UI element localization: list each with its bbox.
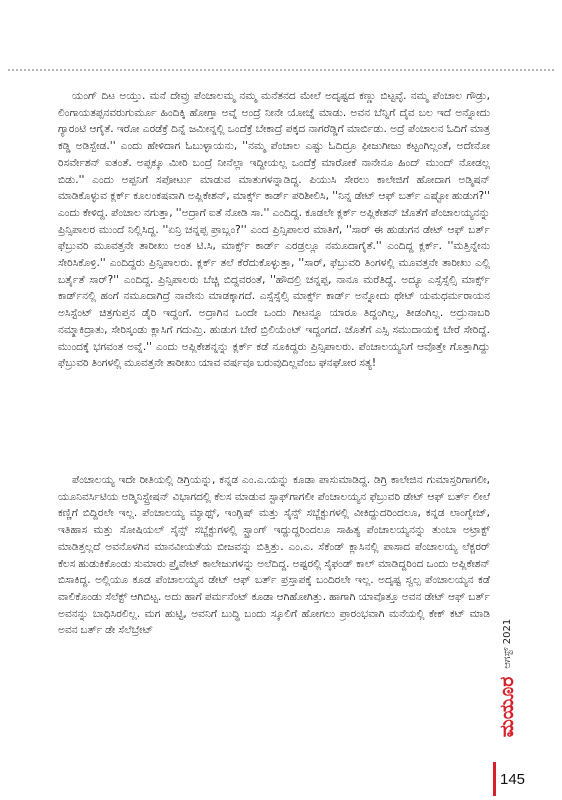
page-number: 145 — [500, 771, 526, 788]
body-paragraph-2: ಪೆಂಚಾಲಯ್ಯ ಇದೇ ರೀತಿಯಲ್ಲಿ ಡಿಗ್ರಿಯನ್ನು, ಕನ್ನಡ ಎಂ.ಎ.ಯನ್ನು ಕೂಡಾ ಪಾಸುಮಾಡಿದ್ದ. ಡಿಗ್ರಿ ಕಾಲೇಜಿನ ಗುಮಾಸ್ತರಿಗಾಗಲೀ, ಯೂನಿವರ್ಸಿಟಿಯ ಅಡ್ಮಿನಿಸ್ಟ್ರೇಷನ್ ವಿಭಾಗದಲ್ಲಿ ಕೆಲಸ ಮಾಡುವ ಸ್ಟಾಫ್‌ಗಾಗಲೀ ಪೆಂಚಾಲಯ್ಯನ ಫೆಬ್ರುವರಿ ಡೇಟ್ ಆಫ್ ಬರ್ತ್ ಲೀಲೆ ಕಣ್ಣಿಗೆ ಬಿದ್ದಿರಲೇ ಇಲ್ಲ. ಪೆಂಚಾಲಯ್ಯ ಮ್ಯಾಥ್ಸ್, ಇಂಗ್ಲಿಷ್ ಮತ್ತು ಸೈನ್ಸ್ ಸಬ್ಜೆಕ್ಟುಗಳಲ್ಲಿ ವೀಕಿದ್ದುದರಿಂದಲೂ, ಕನ್ನಡ ಲಾಂಗ್ವೇಜ್, ಇತಿಹಾಸ ಮತ್ತು ಸೋಷಿಯಲ್ ಸೈನ್ಸ್ ಸಬ್ಜೆಕ್ಟುಗಳಲ್ಲಿ ಸ್ಟ್ರಾಂಗ್ ಇದ್ದುದ್ದರಿಂದಲೂ ಸಾಹಿತ್ಯ ಪೆಂಚಾಲಯ್ಯನನ್ನು ತುಂಬಾ ಅಟ್ರಾಕ್ಟ್ ಮಾಡಿತ್ತಲ್ಲದೆ ಅವನೊಳಗಿನ ಮಾನವೀಯತೆಯ ಬೀಜವನ್ನು ಬಿತ್ತಿತ್ತು. ಎಂ.ಎ. ಸೆಕೆಂಡ್ ಕ್ಲಾಸಿನಲ್ಲಿ ಪಾಸಾದ ಪೆಂಚಾಲಯ್ಯ ಲೆಕ್ಚರರ್ ಕೆಲಸ ಹುಡುಕಿಕೊಂಡು ಸುಮಾರು ಪ್ರೈವೇಟ್ ಕಾಲೇಜುಗಳನ್ನು ಅಲೆದಿದ್ದ. ಅಷ್ಟರಲ್ಲಿ ಸೈಫಂಡ್ ಕಾಲ್ ಮಾಡಿದ್ದರಿಂದ ಒಂದು ಅಪ್ಲಿಕೇಶನ್ ಬಿಸಾಕಿದ್ದ. ಅಲ್ಲಿಯೂ ಕೂಡ ಪೆಂಚಾಲಯ್ಯನ ಡೇಟ್ ಆಫ್ ಬರ್ತ್ ಪ್ರಸ್ತಾಪಕ್ಕೆ ಬಂದಿರಲೇ ಇಲ್ಲ. ಅದೃಷ್ಟ ಸ್ವಲ್ಪ ಪೆಂಚಾಲಯ್ಯನ ಕಡೆ ವಾಲಿಕೊಂಡು ಸೆಲೆಕ್ಟ್ ಆಗಿಬಿಟ್ಟ. ಅದು ಹಾಗೆ ಪರ್ಮನೆಂಟ್ ಕೂಡಾ ಆಗಿಹೋಗಿತ್ತು. ಹಾಗಾಗಿ ಯಾವೊತ್ತೂ ಅವನ ಡೇಟ್ ಆಫ್ ಬರ್ತ್ ಅವನನ್ನು ಬಾಧಿಸಿರಲಿಲ್ಲ. ಮಗ ಹುಟ್ಟಿ, ಅವನಿಗೆ ಬುದ್ಧಿ ಬಂದು ಸ್ಕೂಲಿಗೆ ಹೋಗಲು ಪ್ರಾರಂಭವಾಗಿ ಮನೆಯಲ್ಲಿ ಕೇಕ್ ಕಟ್ ಮಾಡಿ ಅವನ ಬರ್ತ್ ಡೇ ಸೆಲೆಬ್ರೇಟ್ — [58, 474, 490, 637]
page-number-accent-bar — [493, 762, 496, 796]
top-dotted-rule — [8, 69, 554, 71]
side-running-head — [497, 598, 517, 758]
magazine-logo: ಮಯೂರ — [496, 676, 518, 738]
body-paragraph-1: ಯಂಗ್ ದಿಟ ಅಯ್ತು. ಮನೆ ದೇವ್ರು ಪೆಂಚಾಲಮ್ಮ ನಮ್ಮ ಮನೆತನದ ಮೇಲೆ ಅದೃಷ್ಟದ ಕಣ್ಣು ಬಿಟ್ಟವ್ಳೆ. ನಮ್ಮ ಪೆಂಚಾಲ ಗೌಡ್ರು, ಲಿಂಗಾಯತಪ್ಪನವರುಗುರ್ಮೂ ಹಿಂದಿಕ್ಕಿ ಹೋಗ್ತಾ ಅವ್ನೆ ಅಂದ್ರೆ ನೀನೇ ಯೋಚ್ನೆ ಮಾಡು. ಅವನ ಬೆನ್ನಿಗೆ ದೈವ ಬಲ ಇದೆ ಅನ್ನೋದು ಗ್ಯಾರಂಟಿ ಆಗೈತೆ. ಇರೋ ಎರಡೆಕ್ರೆ ದಿನ್ನೆ ಜಮೀನ್ನಲ್ಲಿ ಒಂದೆಕ್ರೆ ಬೇಕಾದ್ರೆ ಪಕ್ಕದ ನಾಗರೆಡ್ಡಿಗೆ ಮಾರ್ಬಿಡು. ಅದ್ರೆ ಪೆಂಚಾಲನ ಓದಿಗೆ ಮಾತ್ರ ಕಡ್ಡಿ ಅಡಿಸ್ಬೇಡ.'' ಎಂದು ಹೇಳಿದಾಗ ಓಬುಳ್ಳಾಯನು, ''ನಮ್ಮ ಪೆಂಚಾಲ ಎಷ್ಟು ಓದಿದ್ರೂ ಫೀಜುಗೀಜು ಕಟ್ಟಂಗಿಲ್ಲಂತೆ, ಅದೇನೋ ರಿಸರ್ವೇಶನ್ ಐತಂತೆ. ಅಪ್ಪಕ್ಕೂ ಮೀರಿ ಬಂದ್ರೆ ನೀನೆಲ್ಲಾ ಇದ್ದೀಯಲ್ಲ ಒಂದೆಕ್ರೆ ಮಾರೋಕೆ ನಾನೇನೂ ಹಿಂದ್ ಮುಂದ್ ನೋಡಲ್ಲ ಬಿಡು.'' ಎಂದು ಅಪ್ಪನಿಗೆ ಸಪೋರ್ಟು ಮಾಡುವ ಮಾತುಗಳನ್ನಾಡಿದ್ದ. ಪಿಯುಸಿ ಸೇರಲು ಕಾಲೇಜಿಗೆ ಹೋದಾಗ ಅಡ್ಮಿಷನ್ ಮಾಡಿಕೊಳ್ಳುವ ಕ್ಲರ್ಕ್ ಕೂಲಂಕಷವಾಗಿ ಅಪ್ಲಿಕೇಶನ್, ಮಾರ್ಕ್ಸ್ ಕಾರ್ಡ್ ಪರಿಶೀಲಿಸಿ, ''ನಿನ್ನ ಡೇಟ್ ಆಫ್ ಬರ್ತ್ ಎಷ್ಟೋ ಹುಡುಗ?'' ಎಂದು ಕೇಳಿದ್ದ. ಪೆಂಚಾಲ ನಗುತ್ತಾ, ''ಅದ್ರಾಗೆ ಐತೆ ನೋಡಿ ಸಾ.'' ಎಂದಿದ್ದ. ಕೂಡಲೇ ಕ್ಲರ್ಕ್ ಅಪ್ಲಿಕೇಶನ್ ಜೊತೆಗೆ ಪೆಂಚಾಲಯ್ಯನನ್ನು ಪ್ರಿನ್ಸಿಪಾಲರ ಮುಂದೆ ನಿಲ್ಲಿಸಿದ್ದ. ''ಏನ್ರಿ ಚನ್ನಪ್ಪ ಪ್ರಾಬ್ಲಂ?'' ಎಂದ ಪ್ರಿನ್ಸಿಪಾಲರ ಮಾತಿಗೆ, ''ಸಾರ್ ಈ ಹುಡುಗನ ಡೇಟ್ ಆಫ್ ಬರ್ತ್ ಫೆಬ್ರುವರಿ ಮೂವತ್ತನೇ ತಾರೀಖು ಅಂತ ಟಿ.ಸಿ, ಮಾರ್ಕ್ಸ್ ಕಾರ್ಡ್ ಎರಡ್ರಲ್ಲೂ ನಮೂದಾಗೈತೆ.'' ಎಂದಿದ್ದ ಕ್ಲರ್ಕ್. ''ಮತ್ತಿನ್ನೇನು ಸೇರಿಸಿಕೊಳ್ರಿ.'' ಎಂದಿದ್ದರು ಪ್ರಿನ್ಸಿಪಾಲರು. ಕ್ಲರ್ಕ್ ತಲೆ ಕೆರೆದುಕೊಳ್ಳುತ್ತಾ, ''ಸಾರ್, ಫೆಬ್ರುವರಿ ತಿಂಗಳಲ್ಲಿ ಮೂವತ್ತನೇ ತಾರೀಖು ಎಲ್ಲಿ ಬರ್ತೈತೆ ಸಾರ್?'' ಎಂದಿದ್ದ. ಪ್ರಿನ್ಸಿಪಾಲರು ಬೆಚ್ಚಿ ಬಿದ್ದವರಂತೆ, ''ಹೌದಲ್ರಿ ಚನ್ನಪ್ಪ, ನಾನೂ ಮರೆತಿದ್ದೆ. ಅದ್ಯೂ ಎಸ್ಸೆಸ್ಸೆಲ್ಸಿ ಮಾರ್ಕ್ಸ್ ಕಾರ್ಡ್‌ನಲ್ಲಿ ಹಂಗೆ ನಮೂದಾಗಿದ್ರೆ ನಾವೇನು ಮಾಡಕ್ಕಾಗದೆ. ಎಸ್ಸೆಸ್ಸೆಲ್ಸಿ ಮಾರ್ಕ್ಸ್ ಕಾರ್ಡ್ ಅನ್ನೋದು ಥೇಟ್ ಯಮಧರ್ಮರಾಯನ ಅಸಿಸ್ಟೆಂಟ್ ಚಿತ್ರಗುಪ್ತನ ಡೈರಿ ಇದ್ದಂಗೆ. ಅದ್ರಾಗಿನ ಒಂದೇ ಒಂದು ಗೀಟನ್ನೂ ಯಾರೂ ತಿದ್ದಂಗಿಲ್ಲ, ತೀಡಂಗಿಲ್ಲ. ಅದ್ರುನಾಬರಿ ನಮ್ಮಾಕಿದ್ರಾತು, ಸೇರಿಸ್ಕಂಡು ಕ್ಲಾಸಿಗೆ ಗದುಮ್ರಿ. ಹುಡುಗ ಬೇರೆ ಬ್ರಿಲಿಯೆಂಟ್ ಇದ್ದಂಗದೆ. ಜೊತೆಗೆ ಎಸ್ಸಿ ಸಮುದಾಯಕ್ಕೆ ಬೇರೆ ಸೇರಿದ್ದೆ. ಮುಂದಕ್ಕೆ ಭಗವಂತ ಅವ್ನೆ.'' ಎಂದು ಅಪ್ಲಿಕೇಶನ್ನನ್ನು ಕ್ಲರ್ಕ್ ಕಡೆ ನೂಕಿದ್ದರು ಪ್ರಿನ್ಸಿಪಾಲರು. ಪೆಂಚಾಲಯ್ಯನಿಗೆ ಆವೊತ್ತೇ ಗೊತ್ತಾಗಿದ್ದು ಫೆಬ್ರುವರಿ ತಿಂಗಳಲ್ಲಿ ಮೂವತ್ತನೇ ತಾರೀಖು ಯಾವ ವರ್ಷವೂ ಬರುವುದಿಲ್ಲವೆಂಬ ಘನಘೋರ ಸತ್ಯ! — [58, 90, 490, 370]
issue-date: ಆಗಸ್ಟ್ 2021 — [501, 618, 513, 669]
